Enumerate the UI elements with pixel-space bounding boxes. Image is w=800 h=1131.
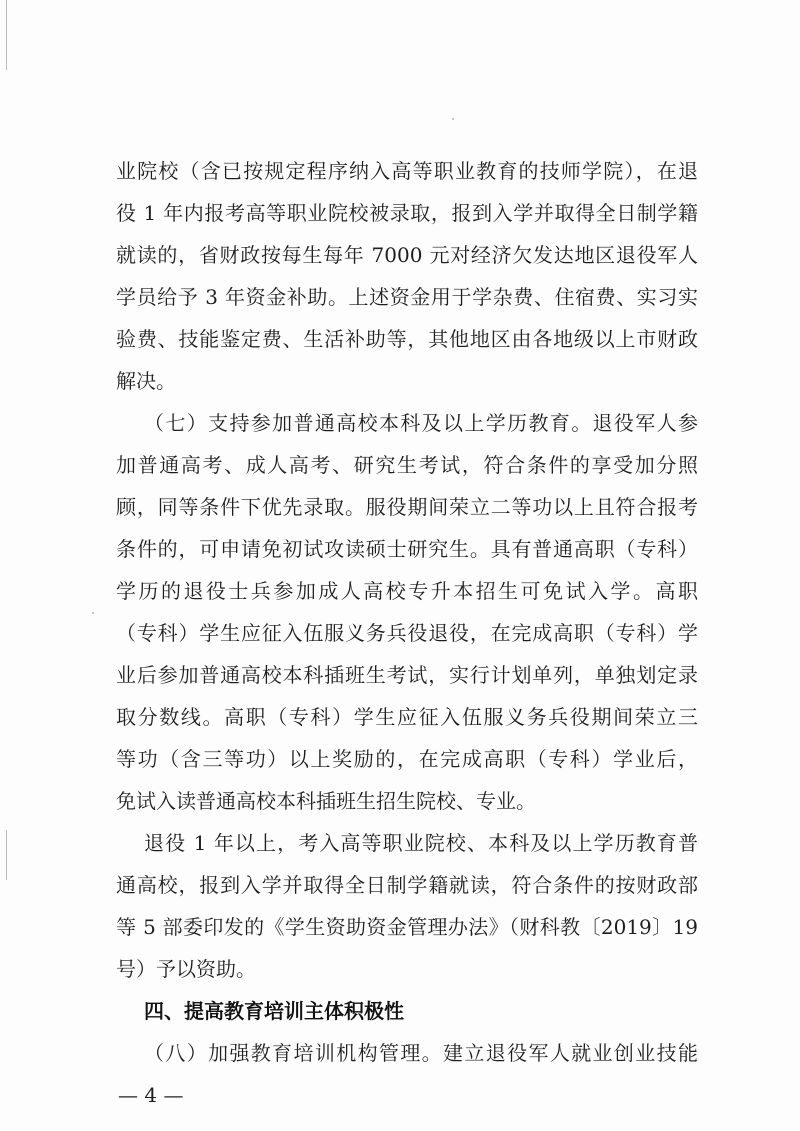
text-line-content: 学历的退役士兵参加成人高校专升本招生可免试入学。高职 (116, 579, 698, 603)
text-line-content: 业院校（含已按规定程序纳入高等职业教育的技师学院），在退 (116, 159, 698, 183)
text-line-content: （专科）学生应征入伍服义务兵役退役，在完成高职（专科）学 (116, 621, 698, 645)
text-line (0, 865, 800, 905)
text-line-content: 等功（含三等功）以上奖励的，在完成高职（专科）学业后， (116, 747, 698, 771)
text-line (0, 151, 800, 191)
text-line-content: 免试入读普通高校本科插班生招生院校、专业。 (116, 789, 536, 813)
section-heading-text: 四、提高教育培训主体积极性 (144, 999, 404, 1023)
text-line (0, 403, 800, 443)
text-line-content: 通高校，报到入学并取得全日制学籍就读，符合条件的按财政部 (116, 873, 698, 897)
text-line-content: 役 1 年内报考高等职业院校被录取，报到入学并取得全日制学籍 (116, 201, 698, 225)
text-line (0, 361, 800, 401)
text-line-content: 顾，同等条件下优先录取。服役期间荣立二等功以上且符合报考 (116, 495, 698, 519)
text-line-content: （七）支持参加普通高校本科及以上学历教育。退役军人参 (144, 411, 698, 435)
text-line (0, 907, 800, 947)
text-line (0, 655, 800, 695)
text-line-content: 就读的，省财政按每生每年 7000 元对经济欠发达地区退役军人 (116, 243, 698, 267)
text-line (0, 529, 800, 569)
text-line (0, 193, 800, 233)
scan-speck (452, 118, 454, 120)
text-line-content: 条件的，可申请免初试攻读硕士研究生。具有普通高职（专科） (116, 537, 698, 561)
text-line-content: 解决。 (116, 369, 176, 393)
text-line (0, 277, 800, 317)
section-heading (0, 991, 800, 1031)
text-line (0, 487, 800, 527)
text-line (0, 1033, 800, 1073)
text-line (0, 445, 800, 485)
text-line-content: （八）加强教育培训机构管理。建立退役军人就业创业技能 (144, 1041, 698, 1065)
text-line-content: 退役 1 年以上，考入高等职业院校、本科及以上学历教育普 (144, 831, 698, 855)
text-line-content: 业后参加普通高校本科插班生考试，实行计划单列，单独划定录 (116, 663, 698, 687)
text-line (0, 613, 800, 653)
text-line-content: 等 5 部委印发的《学生资助资金管理办法》（财科教〔2019〕19 (116, 915, 698, 939)
text-line-content: 加普通高考、成人高考、研究生考试，符合条件的享受加分照 (116, 453, 698, 477)
text-line (0, 781, 800, 821)
page-number: — 4 — (118, 1083, 184, 1107)
text-line-content: 取分数线。高职（专科）学生应征入伍服义务兵役期间荣立三 (116, 705, 698, 729)
text-line-content: 学员给予 3 年资金补助。上述资金用于学杂费、住宿费、实习实 (116, 285, 698, 309)
text-line (0, 319, 800, 359)
scan-edge-mark (6, 0, 7, 70)
text-line-content: 验费、技能鉴定费、生活补助等，其他地区由各地级以上市财政 (116, 327, 698, 351)
text-line (0, 697, 800, 737)
text-line (0, 949, 800, 989)
text-line (0, 739, 800, 779)
text-line (0, 235, 800, 275)
text-line-content: 号）予以资助。 (116, 957, 256, 981)
text-line (0, 823, 800, 863)
text-line (0, 571, 800, 611)
